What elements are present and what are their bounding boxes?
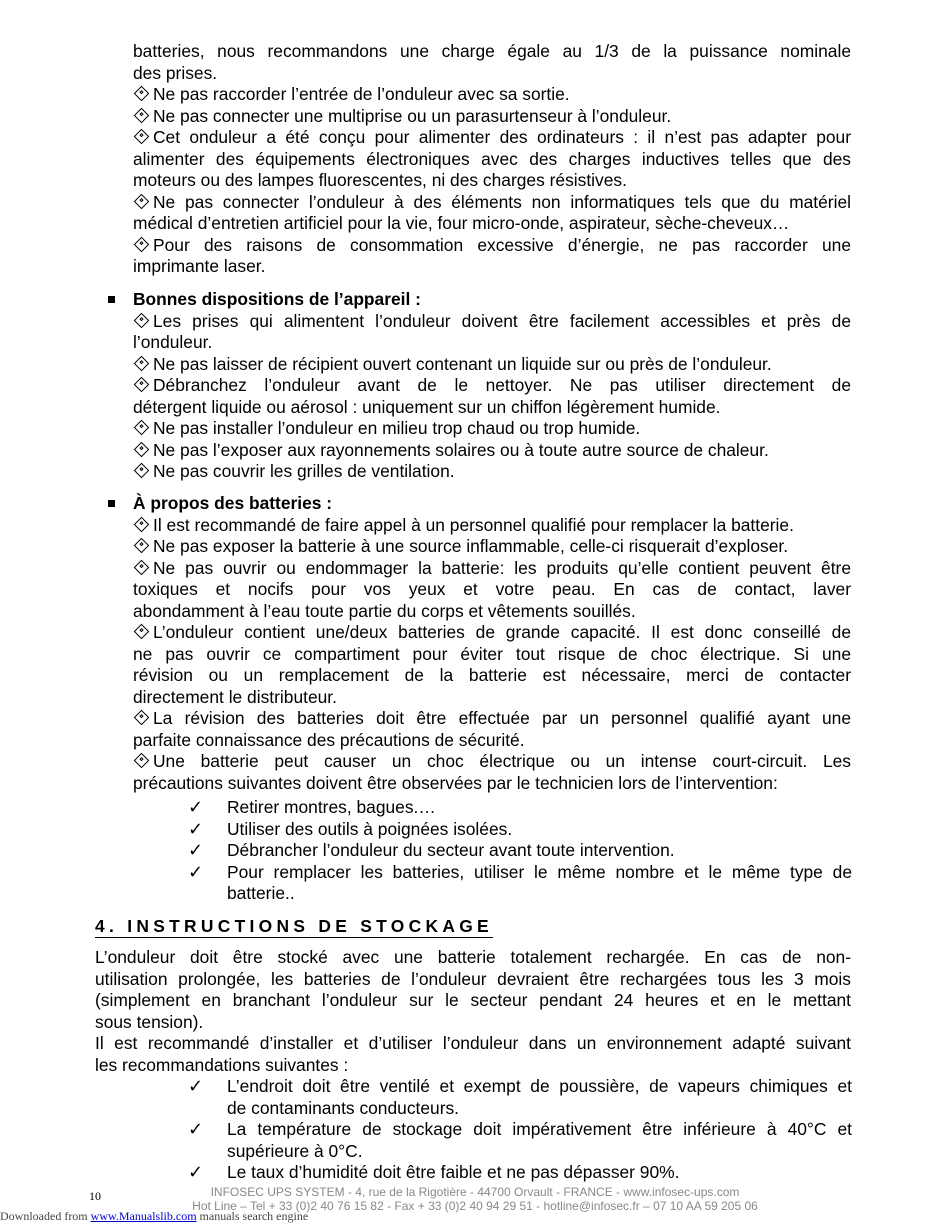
check-item: La température de stockage doit impérativement être inférieure à 40°C et [227, 1119, 852, 1139]
section-heading: 4. INSTRUCTIONS DE STOCKAGE [95, 916, 493, 936]
intro-item [133, 84, 851, 106]
intro-line: imprimante laser. [133, 256, 266, 276]
list-item-text: Les prises qui alimentent l’onduleur doivent être facilement accessibles et près de [153, 310, 851, 331]
paragraph-line: utilisation prolongée, les batteries de l’onduleur devraient être rechargées tous les 3 mois [95, 968, 851, 989]
diamond-bullet-icon [134, 86, 150, 102]
list-item-text: Débranchez l’onduleur avant de le nettoyer. Ne pas utiliser directement de [153, 375, 851, 395]
intro-item-text: Ne pas connecter l’onduleur à des éléments non informatiques tels que du matériel [153, 191, 851, 212]
section-title: Bonnes dispositions de l’appareil : [133, 289, 421, 309]
square-bullet-icon [108, 500, 115, 507]
list-line: abondamment à l’eau toute partie du corps et vêtements souillés. [133, 600, 636, 621]
list-item [133, 311, 851, 333]
list-item [133, 536, 851, 558]
list-item [133, 708, 851, 730]
list-item [133, 354, 851, 376]
diamond-bullet-icon [134, 355, 150, 371]
list-item-text: Ne pas laisser de récipient ouvert contenant un liquide sur ou près de l’onduleur. [153, 353, 772, 374]
check-item: Pour remplacer les batteries, utiliser le même nombre et le même type de [227, 861, 852, 882]
list-line: l’onduleur. [133, 332, 213, 352]
intro-line: alimenter des équipements électroniques avec des charges inductives telles que des [133, 148, 851, 169]
list-line: révision ou un remplacement de la batterie est nécessaire, merci de contacter [133, 665, 851, 685]
list-line: ne pas ouvrir ce compartiment pour éviter tout risque de choc électrique. Si une [133, 643, 851, 664]
checkmark-icon: ✓ [188, 861, 204, 883]
download-notice [0, 1209, 308, 1224]
list-item [133, 461, 851, 483]
diamond-bullet-icon [134, 624, 150, 640]
intro-line: des prises. [133, 62, 218, 83]
diamond-bullet-icon [134, 441, 150, 457]
diamond-bullet-icon [134, 193, 150, 209]
checkmark-icon: ✓ [188, 1076, 204, 1097]
paragraph-line: sous tension). [95, 1011, 204, 1032]
download-suffix: manuals search engine [196, 1209, 309, 1223]
checkmark-icon: ✓ [188, 818, 204, 840]
list-item-text: Il est recommandé de faire appel à un personnel qualifié pour remplacer la batterie. [153, 514, 794, 535]
check-item: Utiliser des outils à poignées isolées. [227, 818, 513, 839]
list-item [133, 558, 851, 580]
list-item-text: Ne pas installer l’onduleur en milieu trop chaud ou trop humide. [153, 418, 641, 438]
intro-line: moteurs ou des lampes fluorescentes, ni des charges résistives. [133, 170, 627, 190]
diamond-bullet-icon [134, 377, 150, 393]
footer-hotline: Hot Line – Tel + 33 (0)2 40 76 15 82 - Fax + 33 (0)2 40 94 29 51 - hotline@infosec.fr – 07 10 AA 59 205 06 [192, 1199, 758, 1213]
page-number: 10 [89, 1189, 101, 1203]
list-item [133, 375, 851, 397]
paragraph-line: (simplement en branchant l’onduleur sur le secteur pendant 24 heures et en le mettant [95, 990, 851, 1010]
list-item-text: La révision des batteries doit être effectuée par un personnel qualifié ayant une [153, 708, 851, 728]
list-item [133, 622, 851, 644]
diamond-bullet-icon [134, 559, 150, 575]
diamond-bullet-icon [134, 516, 150, 532]
check-item-continued: batterie.. [227, 883, 295, 903]
check-item: Le taux d’humidité doit être faible et ne pas dépasser 90%. [227, 1162, 680, 1182]
check-item-continued: de contaminants conducteurs. [227, 1097, 460, 1118]
paragraph-line: Il est recommandé d’installer et d’utiliser l’onduleur dans un environnement adapté suivant [95, 1033, 851, 1053]
intro-item [133, 127, 851, 149]
diamond-bullet-icon [134, 463, 150, 479]
list-item [133, 515, 851, 537]
diamond-bullet-icon [134, 312, 150, 328]
list-item-text: L’onduleur contient une/deux batteries de grande capacité. Il est donc conseillé de [153, 622, 851, 642]
intro-item-text: Ne pas connecter une multiprise ou un parasurtenseur à l’onduleur. [153, 105, 672, 126]
list-item-text: Ne pas exposer la batterie à une source inflammable, celle-ci risquerait d’exploser. [153, 536, 789, 556]
diamond-bullet-icon [134, 710, 150, 726]
list-line: détergent liquide ou aérosol : uniquement sur un chiffon légèrement humide. [133, 396, 721, 417]
section-title: À propos des batteries : [133, 493, 333, 513]
intro-item-text: Pour des raisons de consommation excessive d’énergie, ne pas raccorder une [153, 234, 851, 255]
list-line: toxiques et nocifs pour vos yeux et votre peau. En cas de contact, laver [133, 579, 851, 599]
footer-company: INFOSEC UPS SYSTEM - 4, rue de la Rigotière - 44700 Orvault - FRANCE - www.infosec-ups.com [210, 1185, 740, 1199]
intro-item [133, 106, 851, 128]
diamond-bullet-icon [134, 420, 150, 436]
paragraph-line: les recommandations suivantes : [95, 1054, 349, 1075]
list-item-text: Ne pas ouvrir ou endommager la batterie: les produits qu’elle contient peuvent être [153, 557, 851, 578]
diamond-bullet-icon [134, 538, 150, 554]
diamond-bullet-icon [134, 753, 150, 769]
list-line: parfaite connaissance des précautions de sécurité. [133, 729, 525, 750]
download-prefix: Downloaded from [0, 1209, 91, 1223]
diamond-bullet-icon [134, 236, 150, 252]
list-item-text: Ne pas l’exposer aux rayonnements solaires ou à toute autre source de chaleur. [153, 439, 769, 460]
diamond-bullet-icon [134, 107, 150, 123]
intro-item [133, 192, 851, 214]
diamond-bullet-icon [134, 129, 150, 145]
list-item [133, 440, 851, 462]
square-bullet-icon [108, 296, 115, 303]
intro-item-text: Ne pas raccorder l’entrée de l’onduleur avec sa sortie. [153, 84, 570, 104]
intro-item [133, 235, 851, 257]
check-item: Retirer montres, bagues.… [227, 797, 436, 817]
check-item: Débrancher l’onduleur du secteur avant toute intervention. [227, 840, 675, 860]
list-item-text: Une batterie peut causer un choc électrique ou un intense court-circuit. Les [153, 751, 851, 771]
list-line: précautions suivantes doivent être observées par le technicien lors de l’intervention: [133, 772, 778, 793]
check-item: L’endroit doit être ventilé et exempt de poussière, de vapeurs chimiques et [227, 1076, 852, 1096]
list-item-text: Ne pas couvrir les grilles de ventilation. [153, 461, 455, 481]
intro-line: batteries, nous recommandons une charge égale au 1/3 de la puissance nominale [133, 41, 851, 61]
intro-item-text: Cet onduleur a été conçu pour alimenter des ordinateurs : il n’est pas adapter pour [153, 127, 851, 147]
check-item-continued: supérieure à 0°C. [227, 1140, 363, 1161]
intro-line: médical d’entretien artificiel pour la vie, four micro-onde, aspirateur, sèche-cheveux… [133, 213, 790, 233]
checkmark-icon: ✓ [188, 1119, 204, 1140]
paragraph-line: L’onduleur doit être stocké avec une batterie totalement rechargée. En cas de non- [95, 947, 851, 967]
list-item [133, 751, 851, 773]
checkmark-icon: ✓ [188, 1162, 204, 1183]
list-line: directement le distributeur. [133, 686, 337, 707]
checkmark-icon: ✓ [188, 840, 204, 861]
manualslib-link[interactable]: www.Manualslib.com [90, 1209, 197, 1223]
list-item [133, 418, 851, 440]
checkmark-icon: ✓ [188, 797, 204, 818]
